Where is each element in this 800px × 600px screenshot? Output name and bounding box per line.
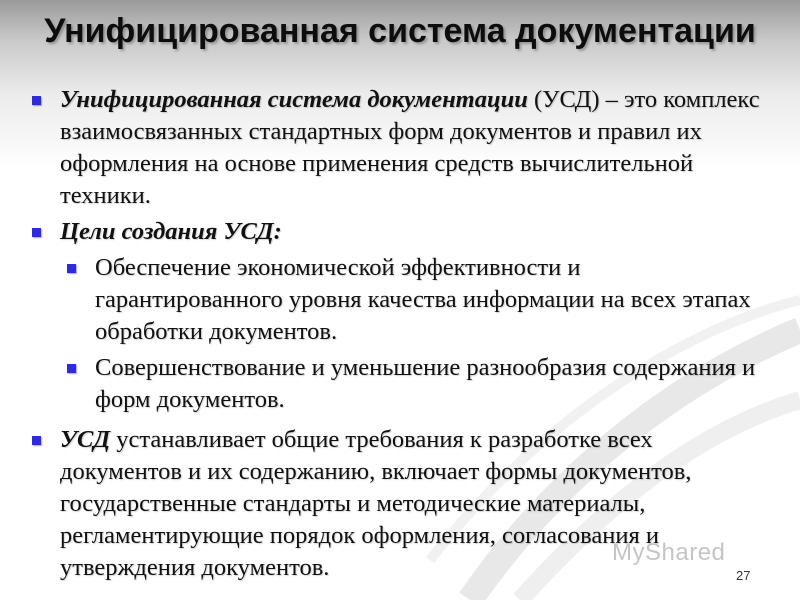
sub-bullet-efficiency bbox=[65, 252, 770, 348]
square-bullet-icon bbox=[32, 96, 41, 105]
sub-bullet-improvement bbox=[65, 352, 770, 416]
page-number: 27 bbox=[736, 568, 751, 583]
goals-heading: Цели создания УСД: bbox=[60, 218, 282, 245]
requirements-term: УСД bbox=[60, 426, 111, 453]
square-bullet-icon bbox=[67, 264, 76, 273]
slide-title: Унифицированная система документации bbox=[44, 12, 756, 50]
definition-text: (УСД) – это комплекс взаимосвязанных стандартных форм документов и правил их оформления на основе применения средств вычислительной техники. bbox=[60, 86, 760, 209]
square-bullet-icon bbox=[67, 364, 76, 373]
definition-term: Унифицированная система документации bbox=[60, 86, 528, 113]
requirements-text: устанавливает общие требования к разработке всех документов и их содержанию, включает формы документов, государственные стандарты и методические материалы, регламентирующие порядок оформления, согласования и утверждения документов. bbox=[60, 426, 692, 581]
square-bullet-icon bbox=[32, 228, 41, 237]
square-bullet-icon bbox=[32, 436, 41, 445]
watermark-logo: MyShared bbox=[612, 539, 726, 566]
bullet-goals-heading bbox=[30, 216, 770, 248]
bullet-definition bbox=[30, 84, 770, 212]
sub-bullet-text: Совершенствование и уменьшение разнообразия содержания и форм документов. bbox=[95, 354, 756, 413]
slide-content bbox=[30, 84, 770, 584]
sub-bullet-text: Обеспечение экономической эффективности и гарантированного уровня качества информации на всех этапах обработки документов. bbox=[95, 254, 751, 345]
